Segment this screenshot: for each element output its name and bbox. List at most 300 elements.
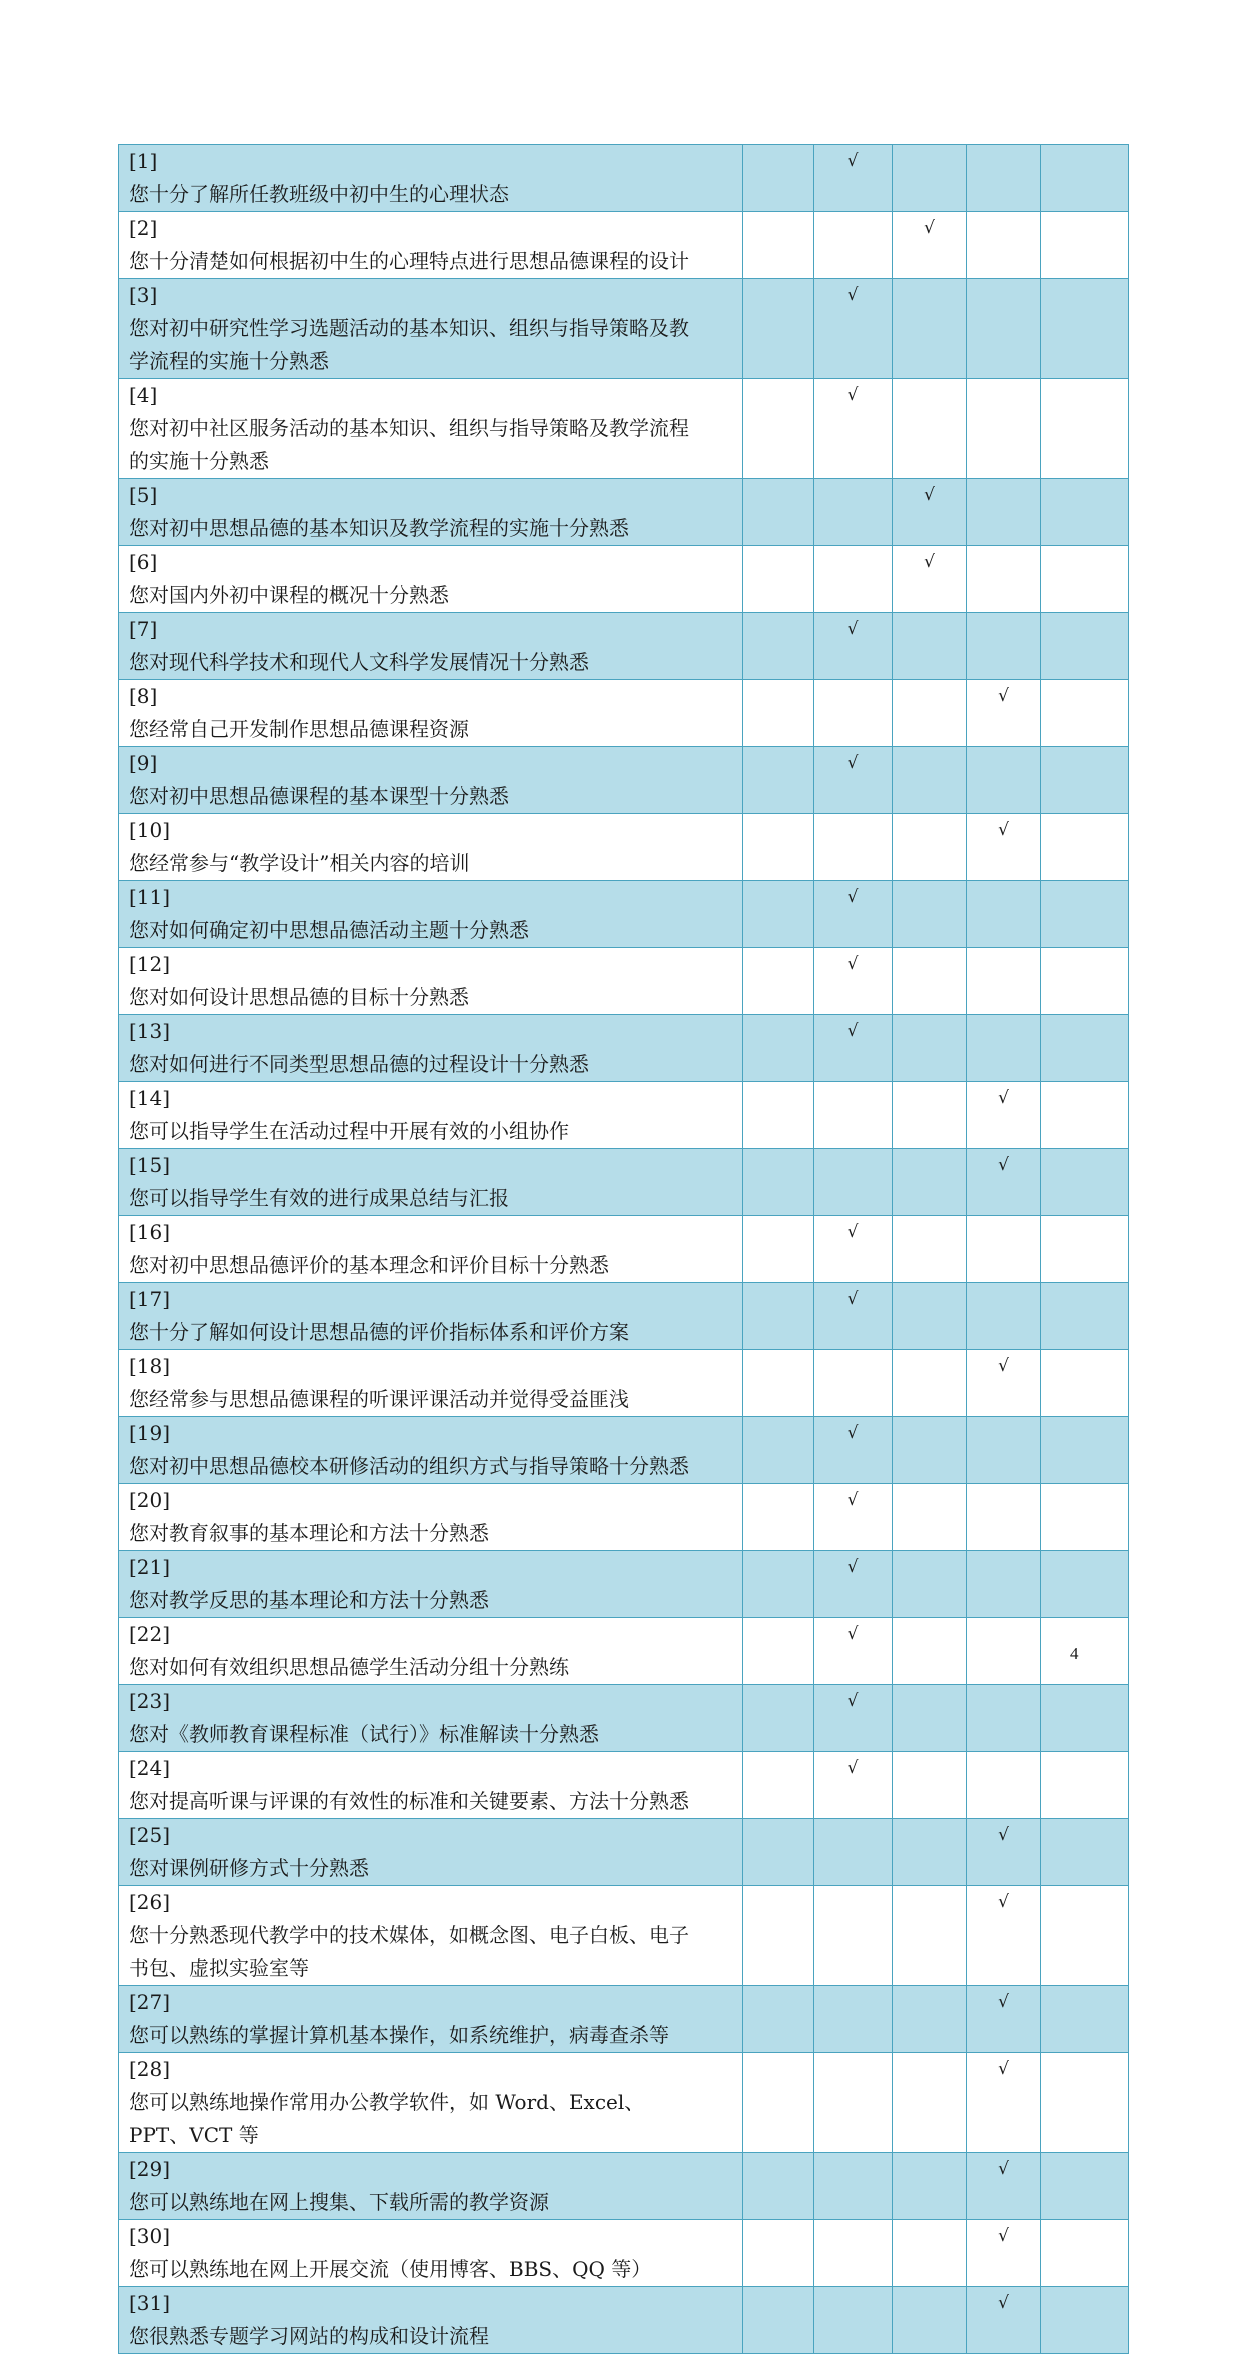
response-cell — [893, 2153, 967, 2220]
response-cell — [743, 1484, 814, 1551]
question-number: [30] — [129, 2224, 171, 2248]
response-cell — [893, 613, 967, 680]
response-cell — [967, 1819, 1041, 1886]
question-number: [10] — [129, 818, 171, 842]
response-cell — [743, 1283, 814, 1350]
question-number: [29] — [129, 2157, 171, 2181]
check-mark: √ — [998, 2293, 1009, 2313]
response-cell — [1041, 2287, 1129, 2354]
question-number: [5] — [129, 483, 158, 507]
question-cell — [119, 1350, 743, 1417]
response-cell — [814, 1417, 893, 1484]
table-row — [119, 881, 1129, 948]
response-cell — [814, 479, 893, 546]
question-text: 您对课例研修方式十分熟悉 — [129, 1856, 369, 1880]
question-cell — [119, 1685, 743, 1752]
question-text: 您可以指导学生在活动过程中开展有效的小组协作 — [129, 1119, 569, 1143]
response-cell — [893, 1886, 967, 1986]
question-number: [15] — [129, 1153, 171, 1177]
response-cell — [814, 212, 893, 279]
response-cell — [967, 1350, 1041, 1417]
table-row — [119, 1149, 1129, 1216]
response-cell — [893, 1283, 967, 1350]
response-cell — [967, 2287, 1041, 2354]
question-number: [25] — [129, 1823, 171, 1847]
check-mark: √ — [998, 1356, 1009, 1376]
response-cell — [1041, 212, 1129, 279]
response-cell — [967, 479, 1041, 546]
response-cell — [893, 1149, 967, 1216]
table-row — [119, 379, 1129, 479]
response-cell — [967, 1886, 1041, 1986]
response-cell — [967, 145, 1041, 212]
question-cell — [119, 1417, 743, 1484]
question-number: [11] — [129, 885, 171, 909]
response-cell — [893, 1752, 967, 1819]
check-mark: √ — [847, 887, 859, 907]
check-mark: √ — [998, 820, 1009, 840]
response-cell — [893, 2220, 967, 2287]
question-text: 您经常参与“教学设计”相关内容的培训 — [129, 851, 470, 875]
table-row — [119, 814, 1129, 881]
response-cell — [893, 948, 967, 1015]
response-cell — [967, 1618, 1041, 1685]
question-cell — [119, 1216, 743, 1283]
question-cell — [119, 881, 743, 948]
response-cell — [814, 1551, 893, 1618]
question-cell — [119, 2220, 743, 2287]
response-cell — [814, 2153, 893, 2220]
question-text: 您十分清楚如何根据初中生的心理特点进行思想品德课程的设计 — [129, 249, 689, 273]
question-cell — [119, 814, 743, 881]
question-text: 您对初中思想品德校本研修活动的组织方式与指导策略十分熟悉 — [129, 1454, 689, 1478]
response-cell — [967, 1685, 1041, 1752]
check-mark: √ — [998, 2226, 1009, 2246]
check-mark: √ — [847, 1423, 859, 1443]
response-cell — [893, 2287, 967, 2354]
survey-table-body — [119, 145, 1129, 2354]
table-row — [119, 2220, 1129, 2287]
question-number: [2] — [129, 216, 158, 240]
response-cell — [743, 1350, 814, 1417]
question-text: 您十分了解如何设计思想品德的评价指标体系和评价方案 — [129, 1320, 629, 1344]
response-cell — [814, 379, 893, 479]
response-cell — [814, 1986, 893, 2053]
question-number: [12] — [129, 952, 171, 976]
response-cell — [893, 1484, 967, 1551]
question-number: [22] — [129, 1622, 171, 1646]
question-cell — [119, 145, 743, 212]
table-row — [119, 680, 1129, 747]
table-row — [119, 613, 1129, 680]
response-cell — [1041, 1618, 1129, 1685]
check-mark: √ — [847, 151, 859, 171]
question-number: [26] — [129, 1890, 171, 1914]
table-row — [119, 1551, 1129, 1618]
table-row — [119, 1618, 1129, 1685]
question-text: 您对如何确定初中思想品德活动主题十分熟悉 — [129, 918, 529, 942]
question-number: [21] — [129, 1555, 171, 1579]
question-text: 您对教学反思的基本理论和方法十分熟悉 — [129, 1588, 489, 1612]
table-row — [119, 1484, 1129, 1551]
response-cell — [967, 1417, 1041, 1484]
question-text: 您可以熟练地在网上搜集、下载所需的教学资源 — [129, 2190, 549, 2214]
table-row — [119, 1283, 1129, 1350]
response-cell — [1041, 1216, 1129, 1283]
question-number: [31] — [129, 2291, 171, 2315]
response-cell — [814, 948, 893, 1015]
response-cell — [743, 1551, 814, 1618]
table-row — [119, 747, 1129, 814]
question-number: [17] — [129, 1287, 171, 1311]
table-row — [119, 1986, 1129, 2053]
question-cell — [119, 747, 743, 814]
response-cell — [743, 2287, 814, 2354]
table-row — [119, 479, 1129, 546]
check-mark: √ — [998, 2159, 1009, 2179]
table-row — [119, 1752, 1129, 1819]
check-mark: √ — [924, 552, 935, 572]
response-cell — [1041, 2053, 1129, 2153]
question-cell — [119, 1484, 743, 1551]
response-cell — [814, 1082, 893, 1149]
response-cell — [814, 279, 893, 379]
response-cell — [1041, 613, 1129, 680]
response-cell — [814, 1149, 893, 1216]
response-cell — [893, 881, 967, 948]
question-text: 您经常参与思想品德课程的听课评课活动并觉得受益匪浅 — [129, 1387, 629, 1411]
response-cell — [893, 1618, 967, 1685]
check-mark: √ — [924, 485, 935, 505]
response-cell — [1041, 2220, 1129, 2287]
question-text: 您对国内外初中课程的概况十分熟悉 — [129, 583, 449, 607]
response-cell — [814, 1484, 893, 1551]
response-cell — [814, 1216, 893, 1283]
question-number: [4] — [129, 383, 158, 407]
response-cell — [814, 2220, 893, 2287]
question-text: 您可以熟练地在网上开展交流（使用博客、BBS、QQ 等） — [129, 2257, 652, 2281]
question-text: 您十分熟悉现代教学中的技术媒体，如概念图、电子白板、电子书包、虚拟实验室等 — [129, 1923, 689, 1980]
response-cell — [743, 479, 814, 546]
question-cell — [119, 379, 743, 479]
table-row — [119, 1417, 1129, 1484]
question-number: [13] — [129, 1019, 171, 1043]
check-mark: √ — [847, 1490, 859, 1510]
response-cell — [743, 279, 814, 379]
question-number: [23] — [129, 1689, 171, 1713]
response-cell — [1041, 948, 1129, 1015]
response-cell — [1041, 1350, 1129, 1417]
check-mark: √ — [847, 619, 859, 639]
response-cell — [743, 1752, 814, 1819]
question-text: 您很熟悉专题学习网站的构成和设计流程 — [129, 2324, 489, 2348]
response-cell — [1041, 379, 1129, 479]
response-cell — [814, 814, 893, 881]
question-cell — [119, 2287, 743, 2354]
question-number: [16] — [129, 1220, 171, 1244]
response-cell — [967, 747, 1041, 814]
response-cell — [893, 2053, 967, 2153]
response-cell — [743, 1685, 814, 1752]
table-row — [119, 1216, 1129, 1283]
response-cell — [893, 279, 967, 379]
response-cell — [814, 1752, 893, 1819]
response-cell — [1041, 145, 1129, 212]
response-cell — [814, 680, 893, 747]
question-number: [14] — [129, 1086, 171, 1110]
response-cell — [967, 1216, 1041, 1283]
response-cell — [893, 145, 967, 212]
response-cell — [1041, 1886, 1129, 1986]
question-cell — [119, 1082, 743, 1149]
response-cell — [743, 1886, 814, 1986]
response-cell — [743, 1618, 814, 1685]
question-text: 您对教育叙事的基本理论和方法十分熟悉 — [129, 1521, 489, 1545]
check-mark: √ — [998, 1892, 1009, 1912]
response-cell — [814, 1819, 893, 1886]
check-mark: √ — [998, 1992, 1009, 2012]
response-cell — [967, 1149, 1041, 1216]
check-mark: √ — [847, 385, 859, 405]
response-cell — [967, 680, 1041, 747]
question-cell — [119, 680, 743, 747]
check-mark: √ — [998, 2059, 1009, 2079]
response-cell — [967, 1484, 1041, 1551]
question-cell — [119, 279, 743, 379]
question-cell — [119, 948, 743, 1015]
question-cell — [119, 1819, 743, 1886]
table-row — [119, 145, 1129, 212]
response-cell — [814, 1618, 893, 1685]
question-text: 您对《教师教育课程标准（试行）》标准解读十分熟悉 — [129, 1722, 599, 1746]
response-cell — [893, 1685, 967, 1752]
response-cell — [967, 1082, 1041, 1149]
response-cell — [743, 948, 814, 1015]
response-cell — [893, 479, 967, 546]
response-cell — [893, 1015, 967, 1082]
question-number: [20] — [129, 1488, 171, 1512]
response-cell — [893, 1082, 967, 1149]
table-row — [119, 212, 1129, 279]
response-cell — [893, 680, 967, 747]
response-cell — [967, 379, 1041, 479]
response-cell — [1041, 881, 1129, 948]
response-cell — [893, 546, 967, 613]
response-cell — [743, 680, 814, 747]
response-cell — [893, 1819, 967, 1886]
response-cell — [893, 1417, 967, 1484]
response-cell — [1041, 1819, 1129, 1886]
question-cell — [119, 2053, 743, 2153]
table-row — [119, 948, 1129, 1015]
check-mark: √ — [847, 1289, 859, 1309]
check-mark: √ — [998, 1088, 1009, 1108]
question-number: [3] — [129, 283, 158, 307]
table-row — [119, 1015, 1129, 1082]
question-number: [7] — [129, 617, 158, 641]
question-cell — [119, 1149, 743, 1216]
response-cell — [743, 1216, 814, 1283]
question-number: [18] — [129, 1354, 171, 1378]
response-cell — [1041, 1685, 1129, 1752]
response-cell — [743, 881, 814, 948]
response-cell — [814, 881, 893, 948]
check-mark: √ — [847, 285, 859, 305]
response-cell — [967, 546, 1041, 613]
response-cell — [967, 212, 1041, 279]
response-cell — [814, 747, 893, 814]
response-cell — [967, 2053, 1041, 2153]
response-cell — [1041, 1417, 1129, 1484]
question-number: [1] — [129, 149, 158, 173]
response-cell — [893, 1986, 967, 2053]
table-row — [119, 1886, 1129, 1986]
response-cell — [814, 1283, 893, 1350]
question-cell — [119, 1752, 743, 1819]
question-cell — [119, 1283, 743, 1350]
response-cell — [814, 145, 893, 212]
question-text: 您对初中思想品德评价的基本理念和评价目标十分熟悉 — [129, 1253, 609, 1277]
question-number: [8] — [129, 684, 158, 708]
response-cell — [1041, 1283, 1129, 1350]
response-cell — [1041, 1149, 1129, 1216]
response-cell — [814, 546, 893, 613]
response-cell — [893, 1216, 967, 1283]
response-cell — [967, 881, 1041, 948]
response-cell — [1041, 1015, 1129, 1082]
response-cell — [893, 814, 967, 881]
question-text: 您经常自己开发制作思想品德课程资源 — [129, 717, 469, 741]
response-cell — [1041, 1551, 1129, 1618]
question-number: [6] — [129, 550, 158, 574]
response-cell — [743, 212, 814, 279]
response-cell — [967, 814, 1041, 881]
response-cell — [967, 1551, 1041, 1618]
check-mark: √ — [847, 1758, 859, 1778]
response-cell — [814, 1685, 893, 1752]
response-cell — [743, 145, 814, 212]
response-cell — [1041, 479, 1129, 546]
response-cell — [893, 1350, 967, 1417]
response-cell — [743, 1149, 814, 1216]
response-cell — [967, 2153, 1041, 2220]
response-cell — [743, 2053, 814, 2153]
response-cell — [743, 1986, 814, 2053]
table-row — [119, 2153, 1129, 2220]
question-number: [19] — [129, 1421, 171, 1445]
response-cell — [1041, 1986, 1129, 2053]
response-cell — [893, 379, 967, 479]
check-mark: √ — [847, 1624, 859, 1644]
question-cell — [119, 1015, 743, 1082]
response-cell — [743, 747, 814, 814]
check-mark: √ — [998, 1825, 1009, 1845]
question-cell — [119, 1618, 743, 1685]
response-cell — [967, 1283, 1041, 1350]
question-cell — [119, 546, 743, 613]
check-mark: √ — [847, 1021, 859, 1041]
question-number: [9] — [129, 751, 158, 775]
response-cell — [743, 2220, 814, 2287]
response-cell — [1041, 279, 1129, 379]
response-cell — [814, 2053, 893, 2153]
response-cell — [967, 1986, 1041, 2053]
response-cell — [967, 279, 1041, 379]
check-mark: √ — [847, 954, 859, 974]
response-cell — [1041, 1484, 1129, 1551]
check-mark: √ — [924, 218, 935, 238]
question-number: [24] — [129, 1756, 171, 1780]
response-cell — [743, 379, 814, 479]
table-row — [119, 2053, 1129, 2153]
question-number: [28] — [129, 2057, 171, 2081]
question-cell — [119, 1986, 743, 2053]
question-text: 您对现代科学技术和现代人文科学发展情况十分熟悉 — [129, 650, 589, 674]
question-text: 您十分了解所任教班级中初中生的心理状态 — [129, 182, 509, 206]
response-cell — [814, 2287, 893, 2354]
response-cell — [743, 2153, 814, 2220]
question-cell — [119, 1551, 743, 1618]
check-mark: √ — [847, 1557, 859, 1577]
response-cell — [1041, 1082, 1129, 1149]
table-row — [119, 279, 1129, 379]
response-cell — [1041, 680, 1129, 747]
response-cell — [743, 1819, 814, 1886]
question-text: 您对如何进行不同类型思想品德的过程设计十分熟悉 — [129, 1052, 589, 1076]
response-cell — [967, 948, 1041, 1015]
response-cell — [814, 1350, 893, 1417]
question-text: 您对如何设计思想品德的目标十分熟悉 — [129, 985, 469, 1009]
table-row — [119, 1819, 1129, 1886]
response-cell — [814, 613, 893, 680]
response-cell — [743, 546, 814, 613]
response-cell — [893, 1551, 967, 1618]
question-text: 您对初中研究性学习选题活动的基本知识、组织与指导策略及教学流程的实施十分熟悉 — [129, 316, 689, 373]
question-text: 您可以指导学生有效的进行成果总结与汇报 — [129, 1186, 509, 1210]
question-cell — [119, 1886, 743, 1986]
table-row — [119, 1082, 1129, 1149]
response-cell — [1041, 2153, 1129, 2220]
table-row — [119, 1685, 1129, 1752]
question-text: 您对如何有效组织思想品德学生活动分组十分熟练 — [129, 1655, 569, 1679]
response-cell — [814, 1015, 893, 1082]
table-row — [119, 2287, 1129, 2354]
check-mark: √ — [847, 1222, 859, 1242]
response-cell — [967, 1015, 1041, 1082]
response-cell — [1041, 1752, 1129, 1819]
question-text: 您可以熟练的掌握计算机基本操作，如系统维护，病毒查杀等 — [129, 2023, 669, 2047]
response-cell — [1041, 814, 1129, 881]
response-cell — [893, 747, 967, 814]
response-cell — [743, 613, 814, 680]
check-mark: √ — [998, 1155, 1009, 1175]
table-row — [119, 1350, 1129, 1417]
response-cell — [967, 1752, 1041, 1819]
response-cell — [743, 814, 814, 881]
response-cell — [1041, 747, 1129, 814]
check-mark: √ — [847, 753, 859, 773]
question-text: 您对初中思想品德的基本知识及教学流程的实施十分熟悉 — [129, 516, 629, 540]
question-text: 您可以熟练地操作常用办公教学软件，如 Word、Excel、PPT、VCT 等 — [129, 2090, 645, 2147]
table-row — [119, 546, 1129, 613]
page-number: 4 — [1070, 1644, 1079, 1663]
response-cell — [1041, 546, 1129, 613]
check-mark: √ — [998, 686, 1009, 706]
response-cell — [743, 1417, 814, 1484]
response-cell — [743, 1082, 814, 1149]
response-cell — [893, 212, 967, 279]
response-cell — [967, 2220, 1041, 2287]
